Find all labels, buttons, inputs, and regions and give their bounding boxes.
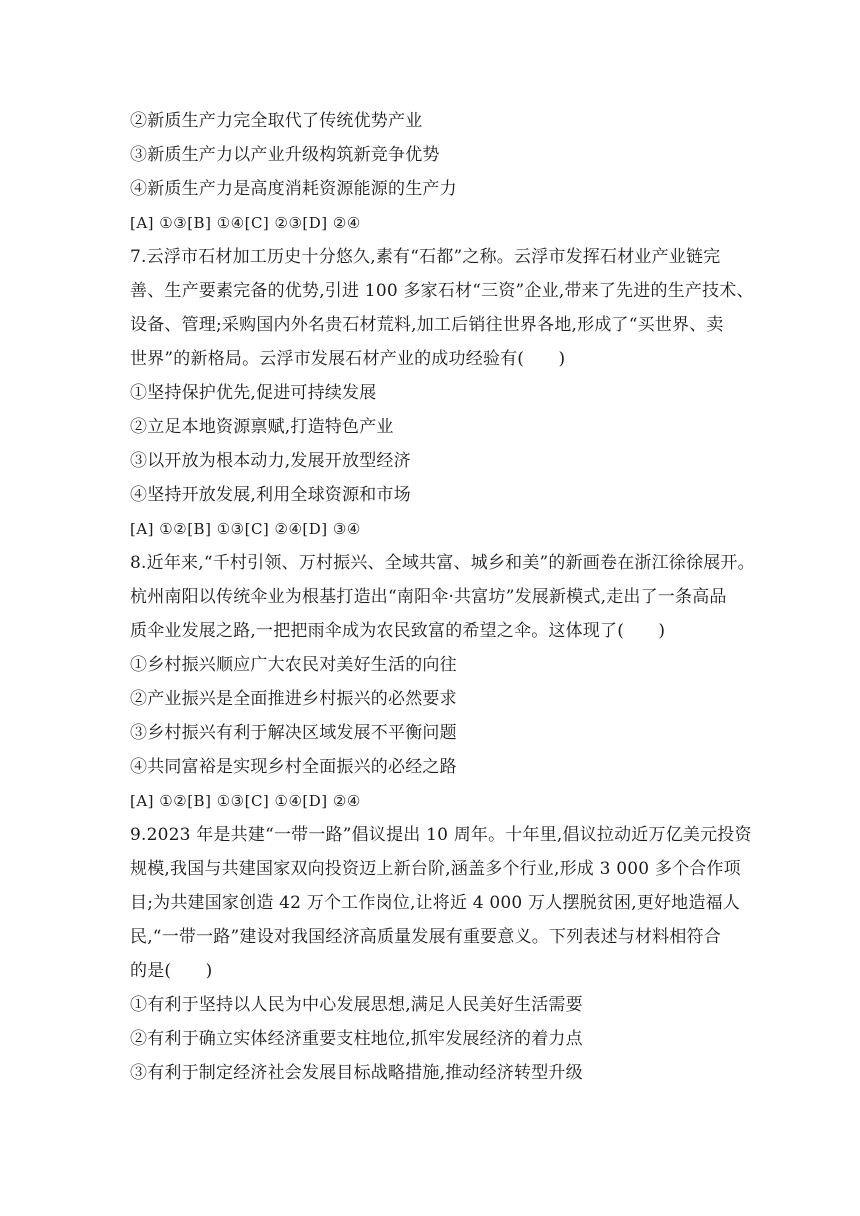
question-6-option-2: ②新质生产力完全取代了传统优势产业: [130, 111, 423, 131]
question-8-option-1: ①乡村振兴顺应广大农民对美好生活的向往: [130, 655, 457, 675]
question-9-option-2: ②有利于确立实体经济重要支柱地位,抓牢发展经济的着力点: [130, 1029, 583, 1049]
question-7: [130, 240, 754, 546]
question-8-stem-line: 质伞业发展之路,一把把雨伞成为农民致富的希望之伞。这体现了( ): [130, 621, 666, 641]
question-7-stem-line: 7.云浮市石材加工历史十分悠久,素有“石都”之称。云浮市发挥石材业产业链完: [130, 247, 721, 267]
question-9: [130, 818, 752, 1090]
question-7-choices: [A] ①②[B] ①③[C] ②④[D] ③④: [130, 520, 361, 538]
question-8-option-4: ④共同富裕是实现乡村全面振兴的必经之路: [130, 757, 457, 777]
question-7-stem-line: 设备、管理;采购国内外名贵石材荒料,加工后销往世界各地,形成了“买世界、卖: [130, 315, 724, 335]
question-9-option-3: ③有利于制定经济社会发展目标战略措施,推动经济转型升级: [130, 1063, 583, 1083]
question-8: [130, 546, 755, 818]
question-6: [130, 104, 730, 240]
question-7-option-4: ④坚持开放发展,利用全球资源和市场: [130, 485, 411, 505]
question-8-option-2: ②产业振兴是全面推进乡村振兴的必然要求: [130, 689, 457, 709]
question-7-stem-line: 善、生产要素完备的优势,引进 100 多家石材“三资”企业,带来了先进的生产技术、: [130, 281, 754, 301]
question-8-choices: [A] ①②[B] ①③[C] ①④[D] ②④: [130, 792, 361, 810]
question-7-option-3: ③以开放为根本动力,发展开放型经济: [130, 451, 411, 471]
question-7-option-1: ①坚持保护优先,促进可持续发展: [130, 383, 377, 403]
question-7-stem-line: 世界”的新格局。云浮市发展石材产业的成功经验有( ): [130, 349, 566, 369]
document-page: [130, 104, 755, 1090]
question-6-choices: [A] ①③[B] ①④[C] ②③[D] ②④: [130, 214, 361, 232]
question-9-stem-line: 民,“一带一路”建设对我国经济高质量发展有重要意义。下列表述与材料相符合: [130, 927, 721, 947]
question-9-stem-line: 目;为共建国家创造 42 万个工作岗位,让将近 4 000 万人摆脱贫困,更好地造福人: [130, 893, 741, 913]
question-9-stem-line: 的是( ): [130, 961, 213, 981]
question-8-stem-line: 8.近年来,“千村引领、万村振兴、全域共富、城乡和美”的新画卷在浙江徐徐展开。: [130, 553, 755, 573]
question-9-option-1: ①有利于坚持以人民为中心发展思想,满足人民美好生活需要: [130, 995, 583, 1015]
question-6-option-3: ③新质生产力以产业升级构筑新竞争优势: [130, 145, 440, 165]
question-8-option-3: ③乡村振兴有利于解决区域发展不平衡问题: [130, 723, 457, 743]
question-9-stem-line: 规模,我国与共建国家双向投资迈上新台阶,涵盖多个行业,形成 3 000 多个合作项: [130, 859, 741, 879]
question-7-option-2: ②立足本地资源禀赋,打造特色产业: [130, 417, 394, 437]
question-9-stem-line: 9.2023 年是共建“一带一路”倡议提出 10 周年。十年里,倡议拉动近万亿美元投资: [130, 825, 752, 845]
question-6-option-4: ④新质生产力是高度消耗资源能源的生产力: [130, 179, 457, 199]
question-8-stem-line: 杭州南阳以传统伞业为根基打造出“南阳伞·共富坊”发展新模式,走出了一条高品: [130, 587, 727, 607]
